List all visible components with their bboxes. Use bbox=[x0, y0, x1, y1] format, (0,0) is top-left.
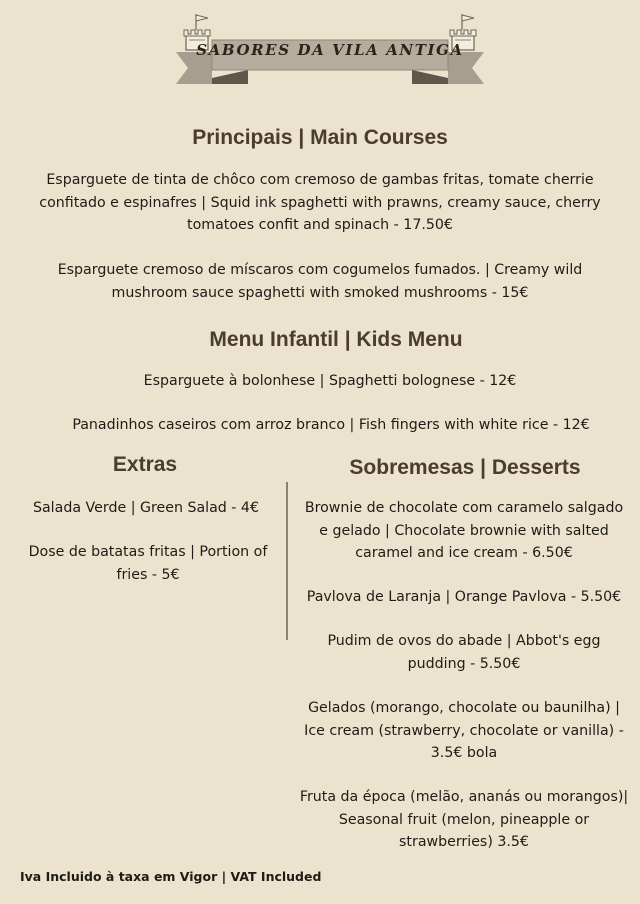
dessert-item: Pudim de ovos do abade | Abbot's egg pudding - 5.50€ bbox=[327, 633, 601, 672]
kids-menu-item: Esparguete à bolonhese | Spaghetti bolognese - 12€ bbox=[143, 373, 517, 389]
kids-menu-title: Menu Infantil | Kids Menu bbox=[209, 328, 463, 351]
main-courses-title: Principais | Main Courses bbox=[192, 126, 448, 149]
extras-title: Extras bbox=[112, 453, 178, 476]
dessert-item: Fruta da época (melão, ananás ou morangos)| Seasonal fruit (melon, pineapple or strawberries) 3.5€ bbox=[299, 789, 629, 850]
extras-item: Dose de batatas fritas | Portion of fries - 5€ bbox=[28, 544, 268, 583]
column-divider bbox=[286, 482, 288, 640]
dessert-item: Pavlova de Laranja | Orange Pavlova - 5.50€ bbox=[306, 589, 622, 605]
kids-menu-item: Panadinhos caseiros com arroz branco | Fish fingers with white rice - 12€ bbox=[72, 417, 590, 433]
main-course-item: Esparguete de tinta de chôco com cremoso de gambas fritas, tomate cherrie confitado e espinafres | Squid ink spaghetti with prawns, creamy sauce, cherry tomatoes confit and spinach - 17.50€ bbox=[39, 172, 601, 233]
dessert-item: Gelados (morango, chocolate ou baunilha) | Ice cream (strawberry, chocolate or vanilla) - 3.5€ bola bbox=[304, 700, 624, 761]
vat-footer: Iva Incluido à taxa em Vigor | VAT Included bbox=[20, 869, 322, 884]
restaurant-name: SABORES DA VILA ANTIGA bbox=[196, 41, 464, 59]
extras-item: Salada Verde | Green Salad - 4€ bbox=[32, 500, 259, 516]
main-course-item: Esparguete cremoso de míscaros com cogumelos fumados. | Creamy wild mushroom sauce spaghetti with smoked mushrooms - 15€ bbox=[57, 262, 583, 301]
restaurant-banner bbox=[172, 12, 488, 88]
desserts-title: Sobremesas | Desserts bbox=[349, 456, 581, 479]
dessert-item: Brownie de chocolate com caramelo salgado e gelado | Chocolate brownie with salted caramel and ice cream - 6.50€ bbox=[304, 500, 624, 561]
